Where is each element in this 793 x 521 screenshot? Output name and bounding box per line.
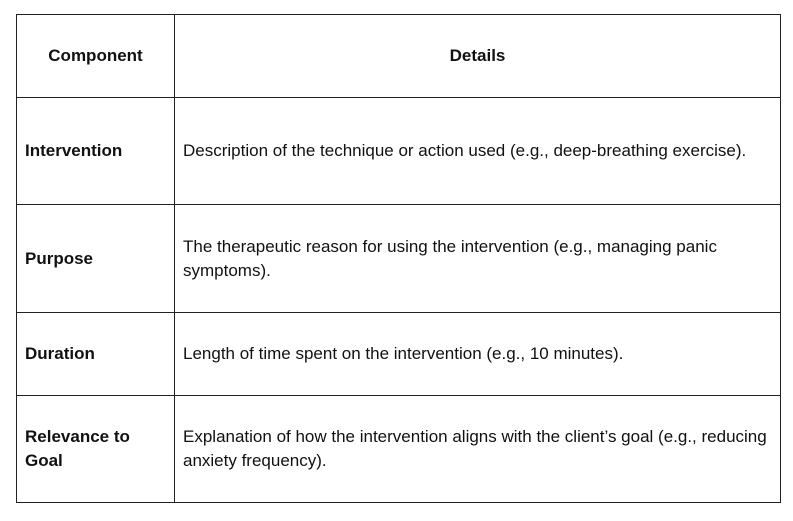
component-cell: Relevance to Goal [17,396,175,503]
component-cell: Intervention [17,98,175,205]
table-row [17,98,781,205]
intervention-table [16,14,781,503]
table-row [17,205,781,313]
details-cell: Explanation of how the intervention aligns with the client’s goal (e.g., reducing anxiety frequency). [175,396,781,503]
component-cell: Purpose [17,205,175,313]
component-cell: Duration [17,313,175,396]
details-cell: Description of the technique or action used (e.g., deep-breathing exercise). [175,98,781,205]
table-header-row [17,15,781,98]
table-row [17,313,781,396]
column-header-component: Component [17,15,175,98]
column-header-details: Details [175,15,781,98]
table-row [17,396,781,503]
details-cell: Length of time spent on the intervention (e.g., 10 minutes). [175,313,781,396]
details-cell: The therapeutic reason for using the intervention (e.g., managing panic symptoms). [175,205,781,313]
intervention-table-container [16,14,780,503]
